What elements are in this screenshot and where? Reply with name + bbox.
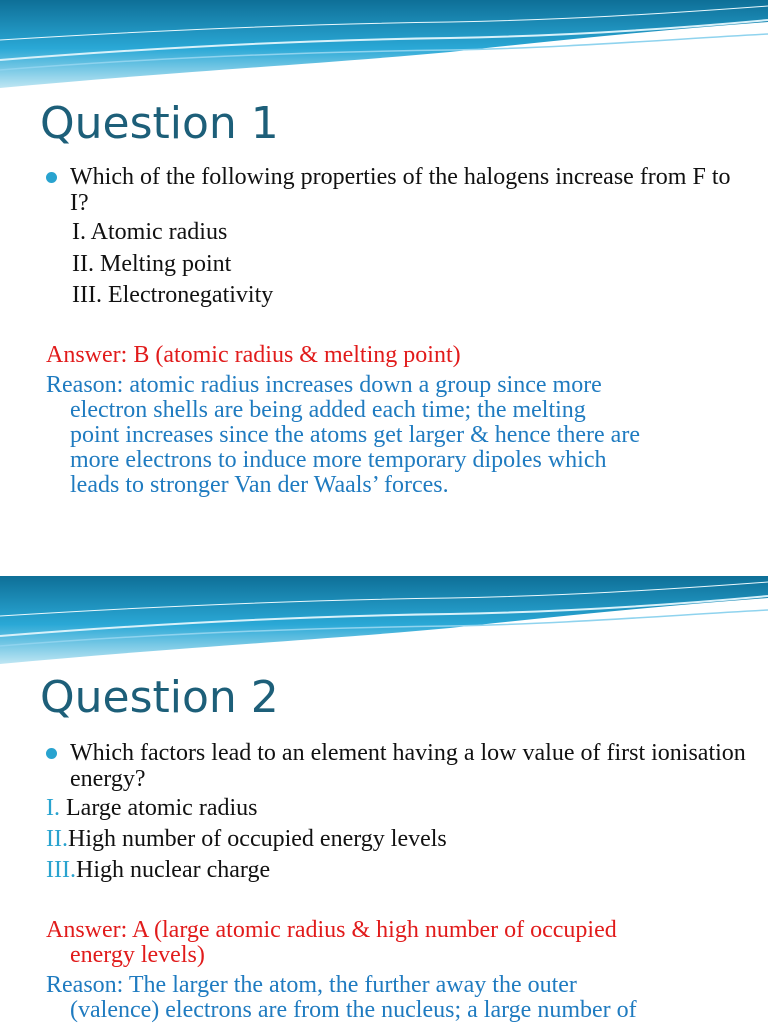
option-2: II. Melting point [72, 251, 232, 277]
question-bullet [48, 164, 748, 216]
reason-line: Reason: atomic radius increases down a group since more [46, 372, 602, 398]
option-3 [46, 857, 270, 883]
option-label: High nuclear charge [75, 857, 271, 883]
reason-text [46, 373, 640, 498]
option-label: High number of occupied energy levels [67, 826, 447, 852]
answer-line: Answer: A (large atomic radius & high number of occupied [46, 917, 617, 943]
reason-line: leads to stronger Van der Waals’ forces. [70, 472, 449, 498]
option-numeral: II. [46, 826, 68, 852]
option-1: I. Atomic radius [72, 219, 228, 245]
answer-text [46, 918, 617, 968]
header-wave-decoration [0, 0, 768, 90]
reason-line: more electrons to induce more temporary dipoles which [70, 447, 607, 473]
reason-line: Reason: The larger the atom, the further away the outer [46, 972, 577, 998]
question-bullet [48, 740, 748, 792]
question-text: Which factors lead to an element having a low value of first ionisation energy? [70, 740, 746, 792]
option-2 [46, 826, 447, 852]
option-numeral: III. [46, 857, 76, 883]
answer-line: energy levels) [70, 942, 205, 968]
bullet-dot-icon [46, 172, 57, 183]
bullet-dot-icon [46, 748, 57, 759]
option-1 [46, 795, 257, 821]
slide-2 [0, 576, 768, 1024]
answer-text: Answer: B (atomic radius & melting point) [46, 342, 461, 368]
reason-line: electron shells are being added each time; the melting [70, 397, 586, 423]
option-label: Large atomic radius [60, 795, 258, 821]
slide-title: Question 2 [40, 672, 279, 723]
reason-text [46, 973, 637, 1023]
reason-line: (valence) electrons are from the nucleus; a large number of [70, 997, 637, 1023]
question-text: Which of the following properties of the halogens increase from F to I? [70, 164, 731, 216]
header-wave-decoration [0, 576, 768, 666]
slide-title: Question 1 [40, 98, 279, 149]
reason-line: point increases since the atoms get larger & hence there are [70, 422, 640, 448]
option-3: III. Electronegativity [72, 282, 274, 308]
option-numeral: I. [46, 795, 60, 821]
